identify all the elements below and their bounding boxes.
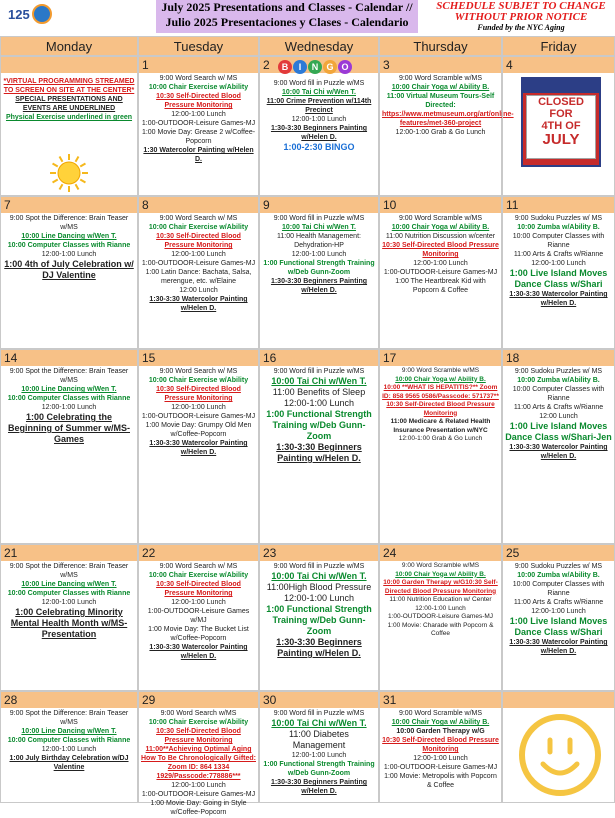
day-events (1, 561, 137, 641)
event-line: *VIRTUAL PROGRAMMING STREAMED TO SCREEN ON SITE AT THE CENTER* (3, 78, 135, 94)
day-cell (379, 691, 502, 803)
event-line: 1:00 Movie Day: Grease 2 w/Coffee-Popcorn (141, 129, 256, 145)
event-line: 9:00 Word Search w/ MS (159, 75, 238, 82)
date-number: 28 (1, 692, 137, 708)
date-number: 4 (503, 57, 614, 73)
event-line: SPECIAL PRESENTATIONS AND EVENTS ARE UNDERLINED (15, 96, 123, 112)
date-number: 1 (139, 57, 258, 73)
event-line: 1:00 Movie: Charade with Popcorn & Coffee (387, 621, 494, 637)
day-header-monday: Monday (0, 36, 138, 56)
day-cell (379, 196, 502, 349)
event-line: 10:00 Computer Classes with Rianne (7, 242, 131, 249)
event-line: 12:00-1:00 Lunch (41, 251, 97, 258)
date-number: 3 (380, 57, 501, 73)
event-line: 12:00-1:00 Lunch (283, 398, 355, 408)
event-line: 10:30 Self-Directed Blood Pressure Monitoring (156, 581, 241, 597)
day-events (1, 708, 137, 773)
event-line: 11:00**Achieving Optimal Aging How To Be Chronologically Gifted: Zoom ID: 864 1334 1929/Passcode:778886*** (141, 746, 256, 780)
event-line: 1:00-OUTDOOR-Leisure Games-MJ (141, 791, 256, 798)
date-number: 16 (260, 350, 378, 366)
logo-text: 125 (8, 7, 30, 22)
day-cell (0, 56, 138, 196)
day-cell (138, 349, 259, 544)
date-number: 10 (380, 197, 501, 213)
notice-line-2: WITHOUT PRIOR NOTICE (454, 11, 588, 23)
event-line: 1:00 Movie Day: The Bucket List w/Coffee-Popcorn (148, 626, 249, 642)
event-line: 1:30-3:30 Watercolor Painting w/Helen D. (509, 639, 608, 655)
event-line: 10:00 **WHAT IS HEPATITIS?** Zoom ID: 858 9565 0586/Passcode: 571737** (382, 384, 499, 400)
event-line: 1:30-3:30 Beginners Painting w/Helen D. (270, 779, 368, 795)
event-line: 10:00 Line Dancing w/Wen T. (21, 581, 117, 588)
event-line: 10:30 Self-Directed Blood Pressure Monitoring (382, 242, 499, 258)
day-events (380, 366, 501, 445)
event-line: 1:00 Celebrating the Beginning of Summer w/MS-Games (7, 412, 130, 444)
event-line: 12:00-1:00 Lunch (41, 599, 97, 606)
event-line: 10:00 Chair Yoga w/ Ability B. (395, 375, 486, 383)
event-line: 1:30-3:30 Beginners Painting w/Helen D. (270, 125, 368, 141)
event-line: 10:00 Chair Exercise w/Ability (148, 84, 249, 91)
date-number: 8 (139, 197, 258, 213)
date-number: 15 (139, 350, 258, 366)
event-line: 10:00 Chair Exercise w/Ability (148, 377, 249, 384)
event-line: 11:00 Benefits of Sleep (272, 387, 366, 397)
title-line-1: July 2025 Presentations and Classes - Calendar // (161, 0, 413, 14)
event-line: 9:00 Word Scramble w/MS (398, 75, 483, 82)
date-number: 23 (260, 545, 378, 561)
event-line: 1:00 Celebrating Minority Mental Health Month w/MS-Presentation (10, 607, 128, 639)
bingo-ball: I (293, 60, 307, 74)
event-line: 9:00 Word fill in Puzzle w/MS (273, 80, 365, 87)
event-line: 11:00 Nutrition Education w/ Center (389, 596, 492, 603)
event-line: 1:30-3:30 Watercolor Painting w/Helen D. (509, 291, 608, 307)
event-line: 10:00 Tai Chi w/Wen T. (271, 571, 367, 581)
day-header-tuesday: Tuesday (138, 36, 259, 56)
event-line: 10:00 Tai Chi w/Wen T. (281, 89, 357, 96)
day-events (380, 73, 514, 138)
event-line: 1:00 Latin Dance: Bachata, Salsa, merengue, etc. w/Elaine (145, 269, 252, 285)
date-number (1, 57, 137, 73)
date-number: 9 (260, 197, 378, 213)
event-line: 9:00 Word fill in Puzzle w/MS (273, 563, 365, 570)
date-number: 17 (380, 350, 501, 366)
event-line: 12:00-1:00 Lunch (531, 608, 586, 615)
event-line: 9:00 Spot the Difference: Brain Teaser w/MS (9, 368, 129, 384)
event-line: 9:00 Sudoku Puzzles w/ MS (514, 563, 603, 570)
event-line: 1:30-3:30 Beginners Painting w/Helen D. (270, 278, 368, 294)
closed-sign-line: FOR (549, 108, 573, 120)
event-line: 12:00-1:00 Lunch (41, 404, 97, 411)
event-line: 10:00 Tai Chi w/Wen T. (271, 376, 367, 386)
bingo-ball: B (278, 60, 292, 74)
event-line: 11:00 Arts & Crafts w/Rianne (513, 599, 604, 606)
calendar-grid (0, 36, 615, 816)
day-cell (502, 349, 615, 544)
event-line: 9:00 Word Search w/ MS (159, 215, 238, 222)
event-line: 1:00 Movie Day: Grumpy Old Men w/Coffee-Popcorn (145, 422, 252, 438)
event-line: 10:00 Computer Classes with Rianne (7, 590, 131, 597)
event-line: 12:00 Lunch (179, 287, 218, 294)
bingo-ball: G (323, 60, 337, 74)
event-line: 1:00 4th of July Celebration w/ DJ Valentine (4, 259, 134, 280)
page-header (0, 0, 615, 38)
event-line: 9:00 Word Search w/ MS (159, 368, 238, 375)
event-line: 10:00 Garden Therapy w/G10:30 Self-Directed Blood Pressure Monitoring (383, 579, 498, 595)
event-line: 10:00 Computer Classes with Rianne (512, 581, 605, 597)
day-cell (138, 691, 259, 816)
event-line: 9:00 Sudoku Puzzles w/ MS (514, 215, 603, 222)
event-line: 11:00 Arts & Crafts w/Rianne (513, 251, 604, 258)
event-line: 9:00 Word Scramble w/MS (401, 562, 480, 569)
event-line: 1:00 Functional Strength Training w/Deb Gunn-Zoom (263, 761, 375, 777)
event-line: 9:00 Word Scramble w/MS (398, 215, 483, 222)
event-line: 1:00 July Birthday Celebration w/DJ Valentine (9, 755, 129, 771)
day-events (139, 366, 258, 458)
bingo-ball: O (338, 60, 352, 74)
day-cell (502, 691, 615, 803)
event-line: 10:00 Chair Yoga w/ Ability B. (391, 84, 490, 91)
event-line: 10:00 Zumba w/Ability B. (517, 377, 600, 384)
closed-sign-line: JULY (542, 131, 580, 148)
event-line: 10:00 Line Dancing w/Wen T. (21, 728, 117, 735)
event-line: 10:00 Computer Classes with Rianne (7, 737, 131, 744)
event-line: 1:00 Functional Strength Training w/Deb Gunn-Zoom (266, 409, 372, 441)
event-line: 10:30 Self-Directed Blood Pressure Monitoring (386, 401, 495, 417)
closed-sign-text (526, 95, 596, 159)
event-line: 11:00High Blood Pressure (266, 582, 372, 592)
event-line: 1:00 The Heartbreak Kid with Popcorn & Coffee (395, 278, 486, 294)
day-events (503, 561, 614, 657)
event-line: 1:30-3:30 Watercolor Painting w/Helen D. (149, 440, 248, 456)
event-line: 12:00-1:00 Lunch (291, 116, 347, 123)
event-line: 1:00-OUTDOOR-Leisure Games-MJ (383, 269, 498, 276)
event-line: 11:00 Crime Prevention w/114th Precinct (266, 98, 372, 114)
event-line: 9:00 Word Scramble w/MS (398, 710, 483, 717)
closed-sign-line: 4TH OF (541, 120, 581, 132)
day-header-thursday: Thursday (379, 36, 502, 56)
event-line: 9:00 Spot the Difference: Brain Teaser w/MS (9, 215, 129, 231)
day-events (260, 561, 378, 660)
event-line: 1:00 Movie: Metropolis with Popcorn & Coffee (384, 773, 497, 789)
date-number: 25 (503, 545, 614, 561)
page-title (156, 0, 418, 33)
day-events (260, 73, 378, 154)
schedule-notice (428, 1, 614, 33)
event-line: 12:00-1:00 Lunch (171, 111, 226, 118)
notice-line-1: SCHEDULE SUBJET TO CHANGE (436, 0, 606, 12)
event-line: 11:00 Virtual Museum Tours-Self Directed: (386, 93, 495, 109)
event-line: 10:00 Chair Yoga w/ Ability B. (395, 570, 486, 578)
date-number: 22 (139, 545, 258, 561)
event-line: 1:00 Movie Day: Going in Style w/Coffee-Popcorn (150, 800, 247, 816)
day-events (380, 561, 501, 640)
event-line: 12:00-1:00 Grab & Go Lunch (395, 129, 486, 136)
day-events (139, 213, 258, 314)
event-line: 9:00 Word Search w/MS (160, 710, 237, 717)
day-events (1, 366, 137, 446)
event-line: 10:30 Self-Directed Blood Pressure Monitoring (156, 386, 241, 402)
day-cell (259, 349, 379, 544)
event-line: 1:00-OUTDOOR-Leisure Games-MJ (141, 260, 256, 267)
day-cell (138, 56, 259, 196)
event-line: 1:00 Live Island Moves Dance Class w/Shari (509, 268, 608, 289)
event-line: 9:00 Word Search w/ MS (159, 563, 238, 570)
event-line: 1:30-3:30 Beginners Painting w/Helen D. (276, 637, 362, 658)
event-line: 1:00 Live Island Moves Dance Class w/Shari (509, 616, 608, 637)
logo (8, 4, 48, 32)
day-cell (379, 544, 502, 691)
event-line: 1:30-3:30 Watercolor Painting w/Helen D. (509, 444, 608, 460)
day-cell (0, 691, 138, 803)
day-header-friday: Friday (502, 36, 615, 56)
event-line: 11:00 Nutrition Discussion w/center (385, 233, 496, 240)
event-line: 10:00 Zumba w/Ability B. (517, 224, 600, 231)
day-cell (0, 544, 138, 691)
day-cell (0, 349, 138, 544)
bingo-ball: N (308, 60, 322, 74)
event-line: 9:00 Sudoku Puzzles w/ MS (514, 368, 603, 375)
closed-sign-line: CLOSED (538, 96, 584, 108)
event-line: 1:00 Functional Strength Training w/Deb Gunn-Zoom (263, 260, 375, 276)
event-line: 11:00 Arts & Crafts w/Rianne (513, 404, 604, 411)
day-cell (259, 544, 379, 691)
event-line: 1:00-OUTDOOR-Leisure Games-MJ (141, 120, 256, 127)
event-line: 12:00-1:00 Lunch (291, 251, 347, 258)
event-line: 12:00 Lunch (539, 413, 578, 420)
event-line: 10:00 Chair Yoga w/ Ability B. (391, 719, 490, 726)
event-line: 12:00-1:00 Lunch (283, 593, 355, 603)
event-line: 12:00-1:00 Lunch (413, 260, 468, 267)
day-cell (379, 349, 502, 544)
event-line: 10:00 Tai Chi w/Wen T. (281, 224, 357, 231)
flag-stars (523, 79, 599, 93)
day-events (139, 73, 258, 165)
day-header-wednesday: Wednesday (259, 36, 379, 56)
date-number: 31 (380, 692, 501, 708)
event-line: 12:00-1:00 Lunch (291, 752, 347, 759)
event-line: Physical Exercise underlined in green (5, 114, 133, 121)
event-line: 10:00 Tai Chi w/Wen T. (271, 718, 367, 728)
event-line: 1:00-OUTDOOR-Leisure Games w/MJ (147, 608, 250, 624)
event-line: 12:00-1:00 Grab & Go Lunch (398, 435, 483, 442)
event-line: 12:00-1:00 Lunch (171, 251, 226, 258)
event-line: 9:00 Spot the Difference: Brain Teaser w/MS (9, 563, 129, 579)
event-line: 1:30-3:30 Watercolor Painting w/Helen D. (149, 296, 248, 312)
closed-sign-icon (521, 77, 601, 167)
event-line: 1:30-3:30 Beginners Painting w/Helen D. (276, 442, 362, 463)
day-events (380, 708, 501, 791)
event-line: 11:00 Health Management: Dehydration-HP (277, 233, 361, 249)
day-events (260, 708, 378, 797)
day-cell (0, 196, 138, 349)
title-line-2: Julio 2025 Presentaciones y Clases - Calendario (165, 15, 409, 29)
event-line: 10:00 Garden Therapy w/G (396, 728, 485, 735)
event-line: 10:30 Self-Directed Blood Pressure Monitoring (156, 93, 241, 109)
notice-line-3: Funded by the NYC Aging (477, 23, 565, 32)
day-events (503, 366, 614, 462)
day-events (139, 708, 258, 818)
sun-icon (47, 153, 91, 193)
day-events (503, 213, 614, 309)
event-line: 11:00 Diabetes Management (289, 729, 349, 750)
event-line: 10:00 Computer Classes with Rianne (7, 395, 131, 402)
event-line: 9:00 Word Scramble w/MS (401, 367, 480, 374)
event-line: 1:30-3:30 Watercolor Painting w/Helen D. (149, 644, 248, 660)
date-number: 7 (1, 197, 137, 213)
event-line: 10:00 Line Dancing w/Wen T. (21, 386, 117, 393)
day-events (260, 366, 378, 465)
event-line: 10:00 Computer Classes with Rianne (512, 386, 605, 402)
date-number: 2 (260, 57, 378, 73)
date-number: 18 (503, 350, 614, 366)
day-cell (502, 196, 615, 349)
event-line: 1:00-OUTDOOR-Leisure Games-MJ (141, 413, 256, 420)
event-line: https://www.metmuseum.org/art/online-features/met-360-project (382, 111, 514, 127)
event-line: 1:00-OUTDOOR-Leisure Games-MJ (387, 613, 494, 620)
event-line: 12:00-1:00 Lunch (41, 746, 97, 753)
event-line: 10:30 Self-Directed Blood Pressure Monitoring (156, 728, 241, 744)
event-line: 10:00 Chair Yoga w/ Ability B. (391, 224, 490, 231)
event-line: 11:00 Medicare & Related Health Insurance Presentation w/NYC (390, 418, 491, 434)
date-number: 24 (380, 545, 501, 561)
event-line: 10:00 Zumba w/Ability B. (517, 572, 600, 579)
day-cell (502, 56, 615, 196)
event-line: 12:00-1:00 Lunch (531, 260, 586, 267)
date-number: 14 (1, 350, 137, 366)
day-events (503, 73, 614, 75)
day-cell (138, 196, 259, 349)
event-line: 10:00 Line Dancing w/Wen T. (21, 233, 117, 240)
event-line: 1:00-OUTDOOR-Leisure Games-MJ (383, 764, 498, 771)
date-number: 21 (1, 545, 137, 561)
event-line: 12:00-1:00 Lunch (413, 755, 468, 762)
day-cell (259, 196, 379, 349)
event-line: 10:30 Self-Directed Blood Pressure Monitoring (382, 737, 499, 753)
event-line: 1:00 Live Island Moves Dance Class w/Shari-Jen (505, 421, 612, 442)
day-cell (259, 56, 379, 196)
event-line: 10:00 Chair Exercise w/Ability (148, 719, 249, 726)
day-cell (138, 544, 259, 691)
date-number (503, 692, 614, 708)
event-line: 12:00-1:00 Lunch (171, 404, 226, 411)
event-line: 9:00 Word fill in Puzzle w/MS (273, 710, 365, 717)
event-line: 12:00-1:00 Lunch (171, 599, 226, 606)
event-line: 9:00 Spot the Difference: Brain Teaser w/MS (9, 710, 129, 726)
event-line: 12:00-1:00 Lunch (415, 604, 466, 612)
day-cell (379, 56, 514, 196)
event-line: 10:30 Self-Directed Blood Pressure Monitoring (156, 233, 241, 249)
event-line: 10:00 Chair Exercise w/Ability (148, 224, 249, 231)
day-cell (502, 544, 615, 691)
event-line: 9:00 Word fill in Puzzle w/MS (273, 215, 365, 222)
event-line: 10:00 Chair Exercise w/Ability (148, 572, 249, 579)
day-events (1, 213, 137, 282)
day-events (139, 561, 258, 662)
event-line: 1:00-2:30 BINGO (283, 142, 355, 152)
logo-circle-icon (32, 4, 52, 24)
event-line: 1:00 Functional Strength Training w/Deb Gunn-Zoom (266, 604, 372, 636)
date-number: 30 (260, 692, 378, 708)
day-events (380, 213, 501, 296)
bingo-icon (278, 57, 353, 75)
event-line: 12:00-1:00 Lunch (171, 782, 226, 789)
event-line: 1:30 Watercolor Painting w/Helen D. (143, 147, 254, 163)
day-events (1, 73, 137, 123)
day-events (260, 213, 378, 296)
date-number: 11 (503, 197, 614, 213)
smiley-icon (515, 710, 605, 800)
event-line: 10:00 Computer Classes with Rianne (512, 233, 605, 249)
event-line: 9:00 Word fill in Puzzle w/MS (273, 368, 365, 375)
day-cell (259, 691, 379, 803)
date-number: 29 (139, 692, 258, 708)
